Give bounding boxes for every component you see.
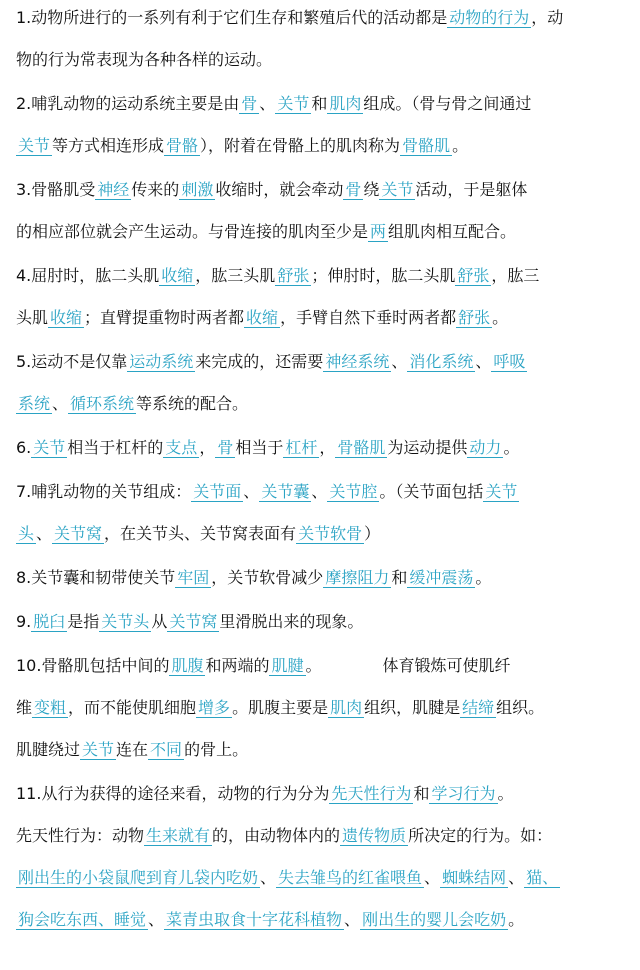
statement-text: ， bbox=[199, 438, 216, 457]
statement-text: 收缩时，就会牵动 bbox=[215, 180, 344, 199]
answer-blank: 肌腱 bbox=[271, 656, 304, 675]
statement-text: ，手臂自然下垂时两者都 bbox=[280, 308, 457, 327]
statement-text: ，在关节头、关节窝表面有 bbox=[104, 524, 297, 543]
statement-text: 连在 bbox=[116, 740, 149, 759]
text-line bbox=[16, 868, 630, 888]
answer-blank: 支点 bbox=[165, 438, 198, 457]
answer-blank: 舒张 bbox=[458, 308, 491, 327]
statement-text: ，肱三 bbox=[491, 266, 540, 285]
statement-text: 组织。 bbox=[496, 698, 545, 717]
statement-text: 从 bbox=[151, 612, 168, 631]
statement-text: 组肌肉相互配合。 bbox=[388, 222, 517, 241]
answer-blank: 收缩 bbox=[246, 308, 279, 327]
answer-blank: 不同 bbox=[150, 740, 183, 759]
statement-text: 里滑脱出来的现象。 bbox=[219, 612, 364, 631]
statement-text: 维 bbox=[16, 698, 33, 717]
answer-blank: 神经系统 bbox=[325, 352, 390, 371]
text-line bbox=[16, 784, 630, 804]
statement-text: 。 体育锻炼可使肌纤 bbox=[305, 656, 511, 675]
answer-blank: 动力 bbox=[469, 438, 502, 457]
statement-text: 。 bbox=[452, 136, 469, 155]
statement-text: 8.关节囊和韧带使关节 bbox=[16, 568, 176, 587]
answer-blank: 刺激 bbox=[181, 180, 214, 199]
answer-blank: 关节窝 bbox=[54, 524, 103, 543]
answer-blank: 蜘蛛结网 bbox=[442, 868, 507, 887]
statement-text: 等系统的配合。 bbox=[136, 394, 249, 413]
statement-text: 6. bbox=[16, 438, 32, 457]
statement-text: 、 bbox=[311, 482, 328, 501]
answer-blank: 两 bbox=[370, 222, 387, 241]
statement-text: 等方式相连形成 bbox=[52, 136, 165, 155]
statement-text: ，而不能使肌细胞 bbox=[68, 698, 197, 717]
answer-blank: 摩擦阻力 bbox=[325, 568, 390, 587]
answer-blank: 消化系统 bbox=[409, 352, 474, 371]
statement-text: 、 bbox=[424, 868, 441, 887]
statement-text: 先天性行为：动物 bbox=[16, 826, 145, 845]
answer-blank: 循环系统 bbox=[70, 394, 135, 413]
answer-blank: 舒张 bbox=[457, 266, 490, 285]
answer-blank: 关节 bbox=[33, 438, 66, 457]
statement-text: 的骨上。 bbox=[184, 740, 249, 759]
text-line bbox=[16, 524, 630, 544]
text-line bbox=[16, 568, 630, 588]
answer-blank: 头 bbox=[18, 524, 35, 543]
answer-blank: 增多 bbox=[198, 698, 231, 717]
answer-blank: 运动系统 bbox=[129, 352, 194, 371]
answer-blank: 狗会吃东西、睡觉 bbox=[18, 910, 147, 929]
answer-blank: 变粗 bbox=[34, 698, 67, 717]
statement-text: 、 bbox=[243, 482, 260, 501]
text-line bbox=[16, 180, 630, 200]
answer-blank: 生来就有 bbox=[146, 826, 211, 845]
answer-blank: 猫、 bbox=[526, 868, 559, 887]
answer-blank: 骨骼 bbox=[166, 136, 199, 155]
text-line bbox=[16, 826, 630, 846]
statement-text: 和 bbox=[311, 94, 328, 113]
statement-text: 3.骨骼肌受 bbox=[16, 180, 96, 199]
statement-text: 头肌 bbox=[16, 308, 49, 327]
answer-blank: 菜青虫取食十字花科植物 bbox=[166, 910, 343, 929]
statement-text: 9. bbox=[16, 612, 32, 631]
answer-blank: 杠杆 bbox=[285, 438, 318, 457]
statement-text: 和 bbox=[413, 784, 430, 803]
statement-text: 、 bbox=[36, 524, 53, 543]
statement-text: ，关节软骨减少 bbox=[211, 568, 324, 587]
statement-text: 为运动提供 bbox=[387, 438, 468, 457]
answer-blank: 关节 bbox=[485, 482, 518, 501]
answer-blank: 关节腔 bbox=[329, 482, 378, 501]
statement-text: 活动，于是躯体 bbox=[415, 180, 528, 199]
statement-text: 11.从行为获得的途径来看，动物的行为分为 bbox=[16, 784, 330, 803]
statement-text: 和 bbox=[391, 568, 408, 587]
statement-text: 的，由动物体内的 bbox=[212, 826, 341, 845]
statement-text: 5.运动不是仅靠 bbox=[16, 352, 128, 371]
text-line bbox=[16, 8, 630, 28]
answer-blank: 骨骼肌 bbox=[337, 438, 386, 457]
statement-text: 。 bbox=[475, 568, 492, 587]
answer-blank: 关节 bbox=[18, 136, 51, 155]
statement-text: 。 bbox=[492, 308, 509, 327]
answer-blank: 系统 bbox=[18, 394, 51, 413]
text-line bbox=[16, 136, 630, 156]
statement-text: 、 bbox=[475, 352, 492, 371]
answer-blank: 关节 bbox=[277, 94, 310, 113]
answer-blank: 刚出生的小袋鼠爬到育儿袋内吃奶 bbox=[18, 868, 259, 887]
answer-blank: 缓冲震荡 bbox=[409, 568, 474, 587]
answer-blank: 关节囊 bbox=[261, 482, 310, 501]
answer-blank: 收缩 bbox=[161, 266, 194, 285]
text-line bbox=[16, 222, 630, 242]
statement-text: ，动 bbox=[531, 8, 564, 27]
statement-text: 和两端的 bbox=[205, 656, 270, 675]
statement-text: 。 bbox=[503, 438, 520, 457]
answer-blank: 脱臼 bbox=[33, 612, 66, 631]
statement-text: 7.哺乳动物的关节组成： bbox=[16, 482, 192, 501]
text-line bbox=[16, 656, 630, 676]
answer-blank: 骨骼肌 bbox=[402, 136, 451, 155]
answer-blank: 呼吸 bbox=[493, 352, 526, 371]
text-line bbox=[16, 94, 630, 114]
text-line bbox=[16, 266, 630, 286]
answer-blank: 遗传物质 bbox=[342, 826, 407, 845]
statement-text: 。 bbox=[508, 910, 525, 929]
text-line bbox=[16, 308, 630, 328]
statement-text: 1.动物所进行的一系列有利于它们生存和繁殖后代的活动都是 bbox=[16, 8, 448, 27]
statement-text: 4.屈肘时，肱二头肌 bbox=[16, 266, 160, 285]
statement-text: 的相应部位就会产生运动。与骨连接的肌肉至少是 bbox=[16, 222, 369, 241]
text-line bbox=[16, 910, 630, 930]
answer-blank: 结缔 bbox=[462, 698, 495, 717]
statement-text: ，肱三头肌 bbox=[195, 266, 276, 285]
statement-text: 来完成的，还需要 bbox=[195, 352, 324, 371]
answer-blank: 学习行为 bbox=[431, 784, 496, 803]
answer-blank: 关节窝 bbox=[169, 612, 218, 631]
statement-text: 、 bbox=[259, 94, 276, 113]
statement-text: ；伸肘时，肱二头肌 bbox=[311, 266, 456, 285]
answer-blank: 肌肉 bbox=[330, 698, 363, 717]
text-line bbox=[16, 612, 630, 632]
text-line bbox=[16, 50, 630, 70]
statement-text: 相当于杠杆的 bbox=[67, 438, 164, 457]
answer-blank: 神经 bbox=[97, 180, 130, 199]
answer-blank: 骨 bbox=[241, 94, 258, 113]
statement-text: 、 bbox=[391, 352, 408, 371]
statement-text: 绕 bbox=[363, 180, 380, 199]
statement-text: 是指 bbox=[67, 612, 100, 631]
text-line bbox=[16, 698, 630, 718]
answer-blank: 肌肉 bbox=[329, 94, 362, 113]
text-line bbox=[16, 482, 630, 502]
statement-text: 、 bbox=[260, 868, 277, 887]
statement-text: 相当于 bbox=[235, 438, 284, 457]
answer-blank: 收缩 bbox=[50, 308, 83, 327]
answer-blank: 关节面 bbox=[193, 482, 242, 501]
statement-text: 组成。（骨与骨之间通过 bbox=[363, 94, 532, 113]
answer-blank: 骨 bbox=[217, 438, 234, 457]
statement-text: ） bbox=[364, 524, 381, 543]
text-line bbox=[16, 438, 630, 458]
statement-text: 2.哺乳动物的运动系统主要是由 bbox=[16, 94, 240, 113]
statement-text: 肌腱绕过 bbox=[16, 740, 81, 759]
answer-blank: 动物的行为 bbox=[449, 8, 530, 27]
text-line bbox=[16, 394, 630, 414]
statement-text: 。 bbox=[497, 784, 514, 803]
answer-blank: 关节 bbox=[82, 740, 115, 759]
statement-text: 组织，肌腱是 bbox=[364, 698, 461, 717]
answer-blank: 肌腹 bbox=[171, 656, 204, 675]
statement-text: 所决定的行为。如： bbox=[408, 826, 553, 845]
answer-blank: 失去雏鸟的红雀喂鱼 bbox=[278, 868, 423, 887]
statement-text: 。（关节面包括 bbox=[379, 482, 484, 501]
answer-blank: 先天性行为 bbox=[331, 784, 412, 803]
answer-blank: 关节头 bbox=[101, 612, 150, 631]
statement-text: ），附着在骨骼上的肌肉称为 bbox=[200, 136, 401, 155]
statement-text: 、 bbox=[508, 868, 525, 887]
statement-text: 、 bbox=[148, 910, 165, 929]
statement-text: 10.骨骼肌包括中间的 bbox=[16, 656, 170, 675]
text-line bbox=[16, 740, 630, 760]
statement-text: 、 bbox=[52, 394, 69, 413]
answer-blank: 关节 bbox=[381, 180, 414, 199]
statement-text: 传来的 bbox=[131, 180, 180, 199]
statement-text: ；直臂提重物时两者都 bbox=[84, 308, 245, 327]
answer-blank: 舒张 bbox=[277, 266, 310, 285]
answer-blank: 关节软骨 bbox=[298, 524, 363, 543]
text-line bbox=[16, 352, 630, 372]
statement-text: 、 bbox=[344, 910, 361, 929]
answer-blank: 骨 bbox=[345, 180, 362, 199]
statement-text: 物的行为常表现为各种各样的运动。 bbox=[16, 50, 273, 69]
answer-blank: 牢固 bbox=[177, 568, 210, 587]
answer-blank: 刚出生的婴儿会吃奶 bbox=[362, 910, 507, 929]
statement-text: ， bbox=[319, 438, 336, 457]
statement-text: 。肌腹主要是 bbox=[232, 698, 329, 717]
